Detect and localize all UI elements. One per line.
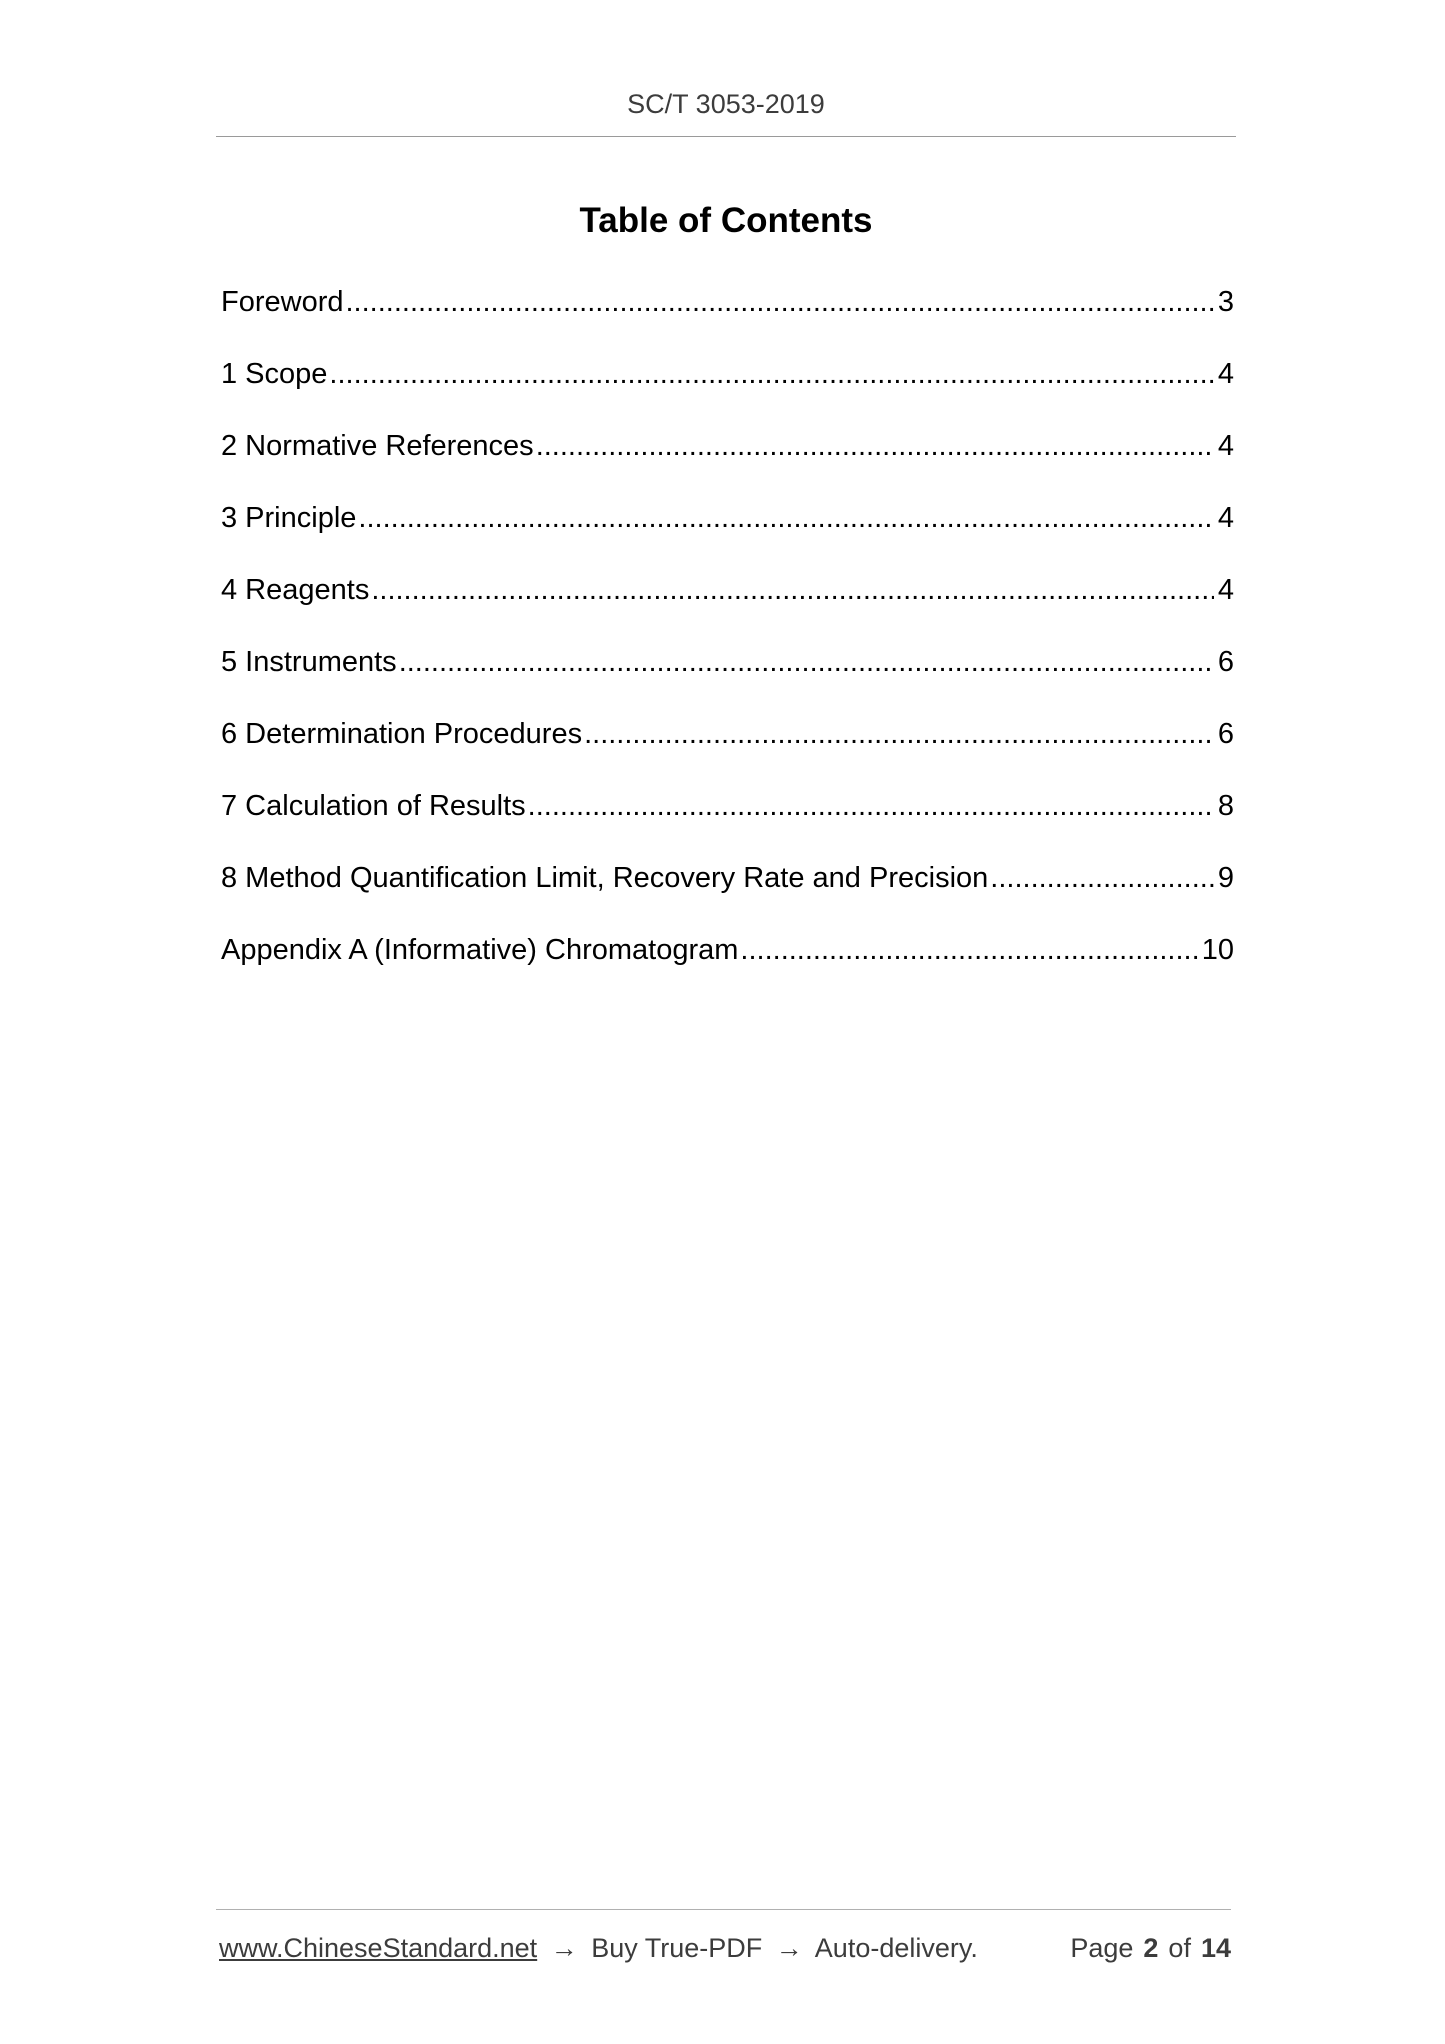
toc-leader-dots — [528, 784, 1214, 828]
toc-entry-page: 6 — [1217, 646, 1234, 678]
toc-entry-scope[interactable] — [221, 352, 1234, 424]
toc-entry-label: Appendix A (Informative) Chromatogram — [221, 934, 739, 966]
toc-entry-reagents[interactable] — [221, 568, 1234, 640]
toc-entry-page: 3 — [1217, 286, 1234, 318]
toc-entry-label: 4 Reagents — [221, 574, 370, 606]
toc-leader-dots — [990, 856, 1214, 900]
toc-entry-page: 10 — [1201, 934, 1234, 966]
toc-leader-dots — [358, 496, 1213, 540]
toc-leader-dots — [371, 568, 1214, 612]
toc-entry-appendix-a[interactable] — [221, 928, 1234, 1000]
toc-entry-page: 4 — [1217, 358, 1234, 390]
toc-entry-determination-procedures[interactable] — [221, 712, 1234, 784]
website-link[interactable]: www.ChineseStandard.net — [219, 1933, 538, 1963]
toc-entry-page: 8 — [1217, 790, 1234, 822]
toc-leader-dots — [346, 280, 1214, 324]
header-divider — [216, 136, 1236, 137]
toc-entry-label: 1 Scope — [221, 358, 328, 390]
document-id-header: SC/T 3053-2019 — [627, 89, 825, 119]
current-page-number: 2 — [1143, 1933, 1159, 1963]
toc-entry-page: 6 — [1217, 718, 1234, 750]
toc-entry-instruments[interactable] — [221, 640, 1234, 712]
toc-entry-principle[interactable] — [221, 496, 1234, 568]
toc-entry-label: 6 Determination Procedures — [221, 718, 583, 750]
total-pages-number: 14 — [1200, 1933, 1231, 1963]
toc-entry-page: 9 — [1217, 862, 1234, 894]
toc-entry-label: 5 Instruments — [221, 646, 397, 678]
arrow-right-icon: → — [550, 1933, 578, 1963]
toc-entry-page: 4 — [1217, 430, 1234, 462]
toc-leader-dots — [399, 640, 1214, 684]
footer-divider — [216, 1909, 1231, 1910]
toc-leader-dots — [329, 352, 1213, 396]
toc-list — [221, 280, 1234, 1000]
footer-delivery-text: Auto-delivery. — [814, 1933, 978, 1963]
toc-title: Table of Contents — [579, 201, 873, 240]
footer-promo — [219, 1928, 978, 1968]
toc-entry-label: 7 Calculation of Results — [221, 790, 526, 822]
page-number — [1070, 1928, 1231, 1968]
toc-entry-calculation-of-results[interactable] — [221, 784, 1234, 856]
toc-entry-label: 8 Method Quantification Limit, Recovery Rate and Precision — [221, 862, 989, 894]
of-word: of — [1168, 1933, 1191, 1963]
toc-entry-label: Foreword — [221, 286, 344, 318]
toc-entry-normative-references[interactable] — [221, 424, 1234, 496]
toc-leader-dots — [740, 928, 1197, 972]
footer-buy-text: Buy True-PDF — [591, 1933, 763, 1963]
toc-entry-foreword[interactable] — [221, 280, 1234, 352]
toc-entry-page: 4 — [1217, 574, 1234, 606]
page-word: Page — [1070, 1933, 1134, 1963]
toc-entry-page: 4 — [1217, 502, 1234, 534]
toc-entry-label: 3 Principle — [221, 502, 357, 534]
toc-leader-dots — [584, 712, 1214, 756]
toc-entry-label: 2 Normative References — [221, 430, 534, 462]
toc-entry-method-quantification-limit[interactable] — [221, 856, 1234, 928]
toc-leader-dots — [536, 424, 1214, 468]
arrow-right-icon: → — [775, 1933, 803, 1963]
